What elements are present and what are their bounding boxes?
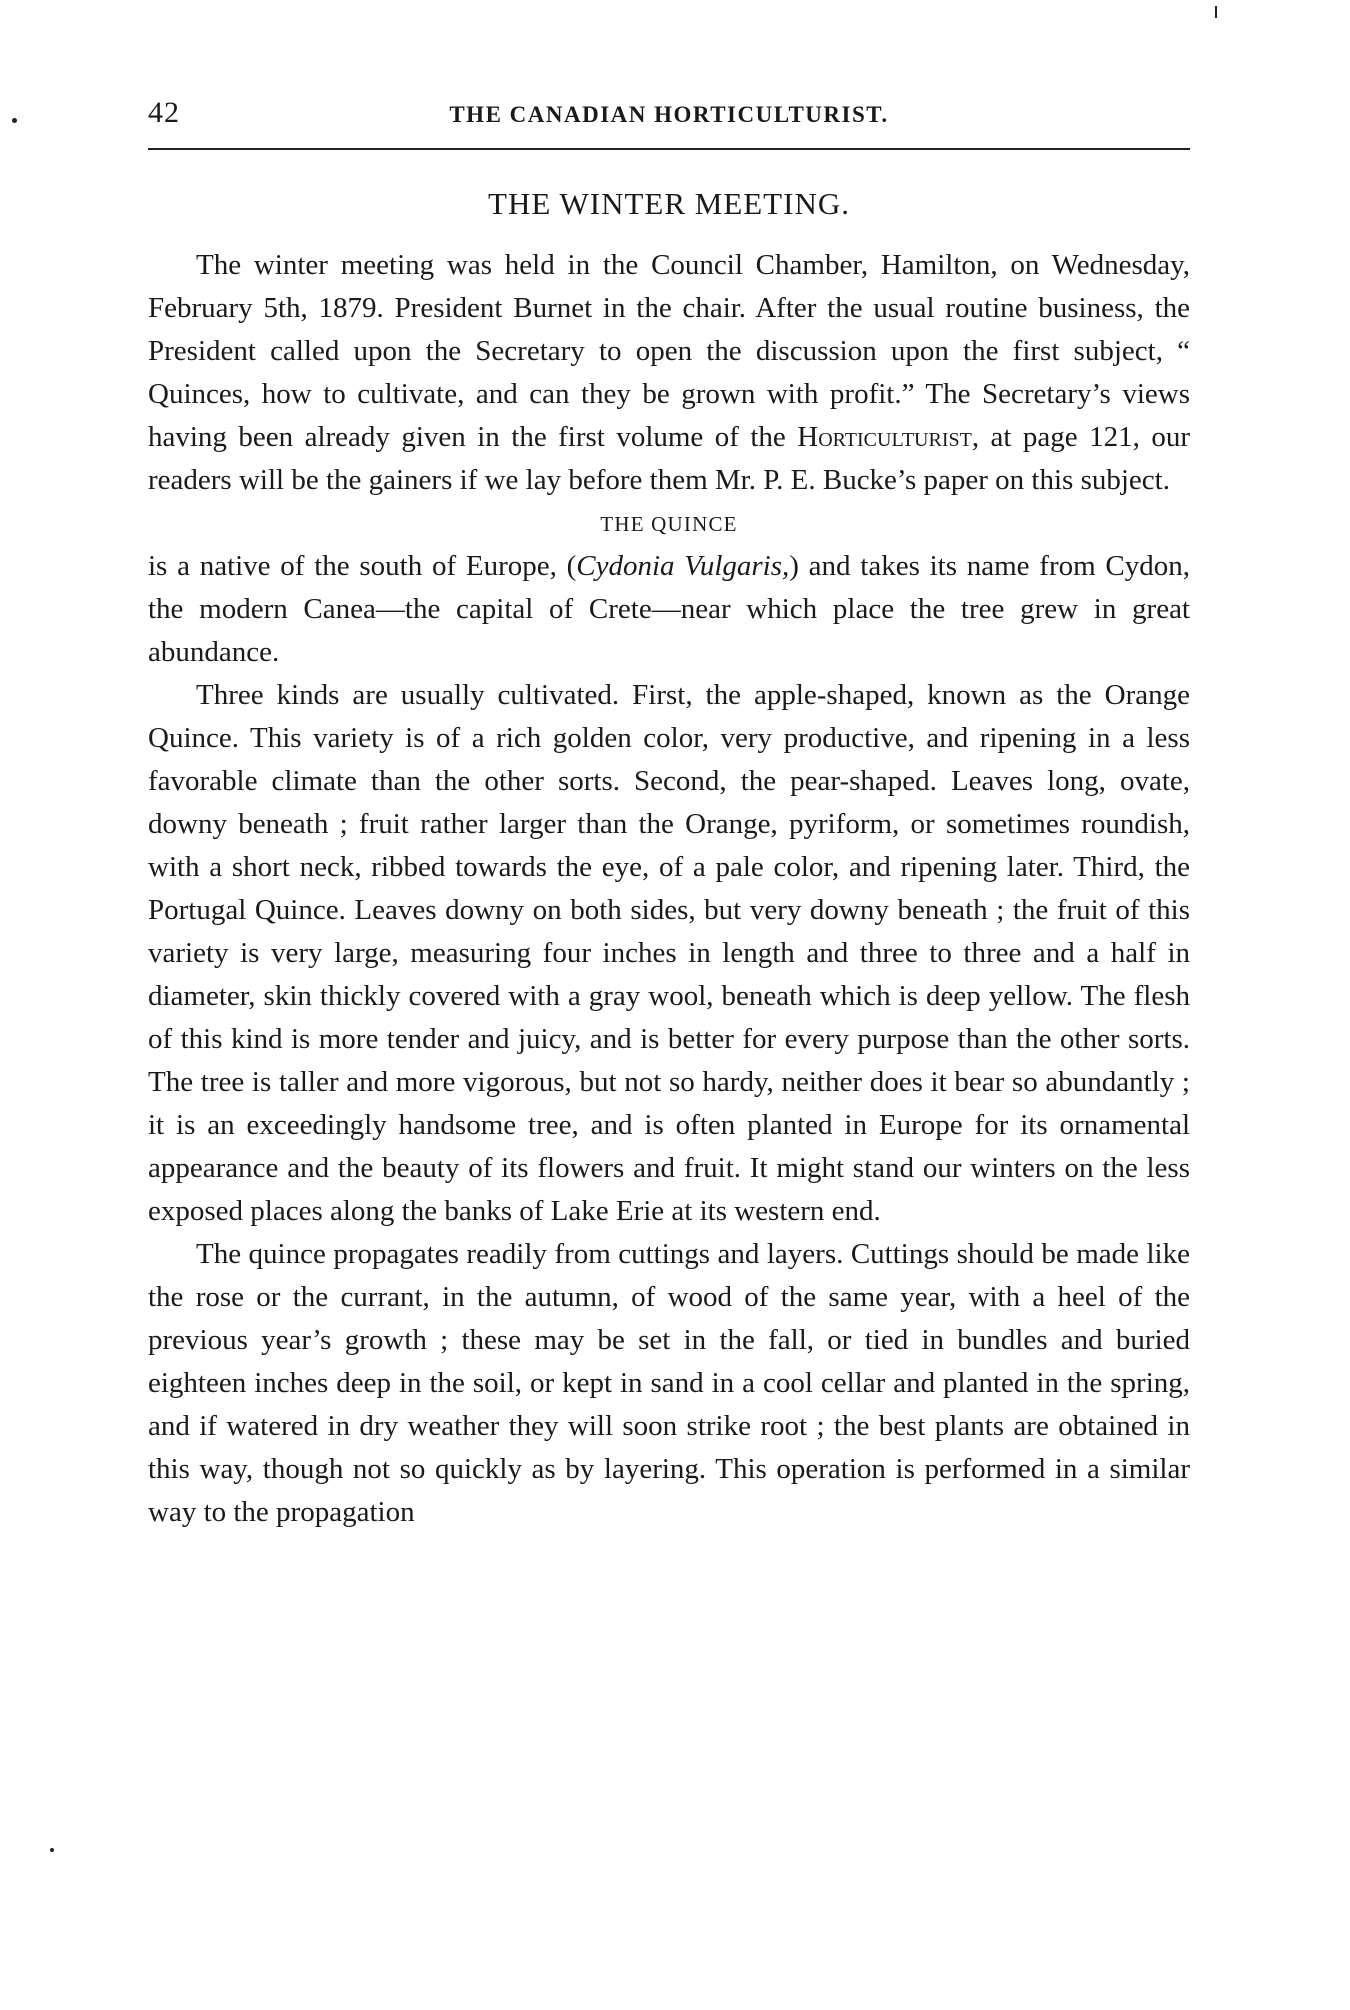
intro-smallcaps: Horticulturist, bbox=[797, 421, 980, 453]
book-page bbox=[148, 92, 1190, 1534]
quince-text-b: ) and takes its name from Cydon, the modern Canea—the capital of Crete—near which place the tree grew in great abundance. bbox=[148, 550, 1190, 668]
journal-title: THE CANADIAN HORTICULTURIST. bbox=[449, 102, 889, 127]
scan-speck bbox=[1215, 6, 1217, 18]
intro-text-a: The winter meeting was held in the Council Chamber, Hamilton, on Wednesday, February 5th, 1879. President Burnet in the chair. After the usual routine business, the President called upon the Secretary to open the discussion upon the first subject, “ Quinces, how to cultivate, and can they be grown with profit.” The Secretary’s views having been already given in the first volume of the bbox=[148, 249, 1190, 453]
kinds-paragraph: Three kinds are usually cultivated. First, the apple-shaped, known as the Orange Quince. This variety is of a rich golden color, very productive, and ripening in a less favorable climate than the other sorts. Second, the pear-shaped. Leaves long, ovate, downy beneath ; fruit rather larger than the Orange, pyriform, or sometimes roundish, with a short neck, ribbed towards the eye, of a pale color, and ripening later. Third, the Portugal Quince. Leaves downy on both sides, but very downy beneath ; the fruit of this variety is very large, measuring four inches in length and three to three and a half in diameter, skin thickly covered with a gray wool, beneath which is deep yellow. The flesh of this kind is more tender and juicy, and is better for every purpose than the other sorts. The tree is taller and more vigorous, but not so hardy, neither does it bear so abundantly ; it is an exceedingly handsome tree, and is often planted in Europe for its ornamental appearance and the beauty of its flowers and fruit. It might stand our winters on the less exposed places along the banks of Lake Erie at its western end. bbox=[148, 679, 1190, 1227]
page-number: 42 bbox=[148, 96, 180, 129]
article-title: THE WINTER MEETING. bbox=[488, 186, 850, 221]
quince-intro-paragraph bbox=[148, 545, 1190, 674]
intro-paragraph bbox=[148, 244, 1190, 502]
intro-text-b: at page 121, our readers will be the gainers if we lay before them Mr. P. E. Bucke’s paper on this subject. bbox=[148, 421, 1190, 496]
header-rule bbox=[148, 148, 1190, 150]
scan-speck bbox=[12, 118, 17, 123]
quince-text-a: is a native of the south of Europe, ( bbox=[148, 550, 577, 582]
quince-botanical-name: Cydonia Vulgaris, bbox=[576, 550, 790, 582]
scan-speck bbox=[50, 1848, 54, 1852]
running-head bbox=[148, 92, 1190, 140]
propagation-paragraph: The quince propagates readily from cuttings and layers. Cuttings should be made like the rose or the currant, in the autumn, of wood of the same year, with a heel of the previous year’s growth ; these may be set in the fall, or tied in bundles and buried eighteen inches deep in the soil, or kept in sand in a cool cellar and planted in the spring, and if watered in dry weather they will soon strike root ; the best plants are obtained in this way, though not so quickly as by layering. This operation is performed in a similar way to the propagation bbox=[148, 1238, 1190, 1528]
section-subheading: THE QUINCE bbox=[600, 512, 738, 536]
